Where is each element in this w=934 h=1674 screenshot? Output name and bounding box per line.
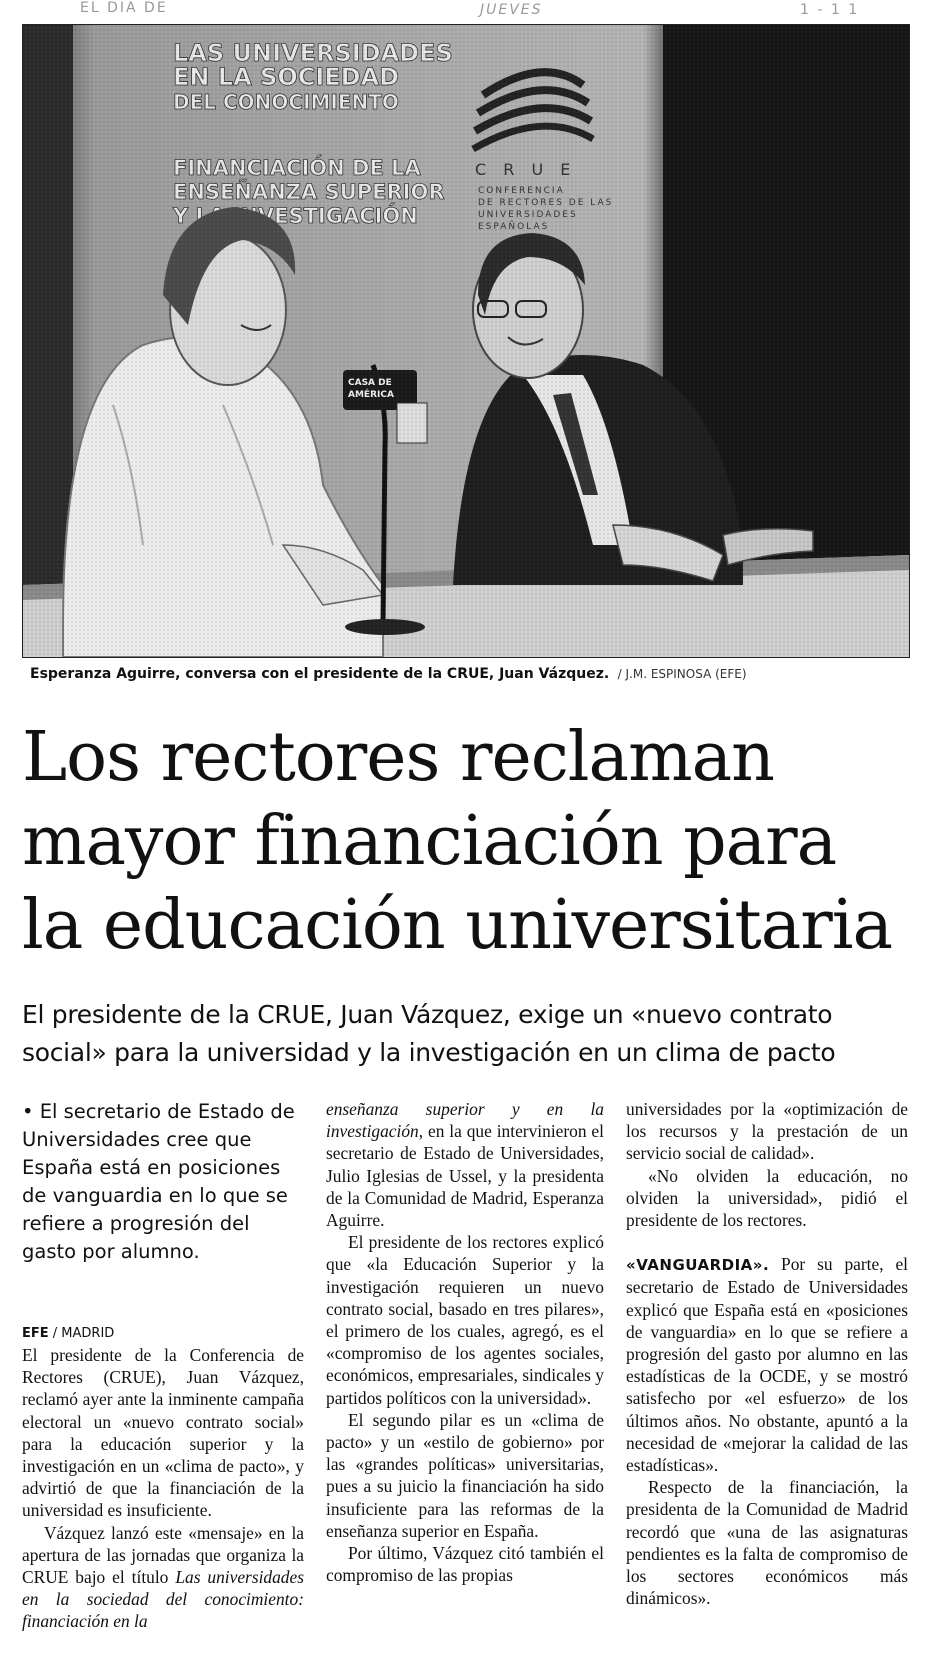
subheadline (22, 996, 912, 1072)
headline (22, 716, 912, 968)
masthead (70, 0, 870, 22)
masthead-page: 1 - 1 1 (800, 2, 860, 18)
subheadline-line-2: social» para la universidad y la investigación en un clima de pacto (22, 1038, 836, 1067)
byline-agency: EFE (22, 1326, 49, 1341)
summary-bullet: • El secretario de Estado de Universidades cree que España está en posiciones de vanguardia en lo que se refiere a progresión del gasto por alumno. (22, 1100, 295, 1263)
paragraph: El segundo pilar es un «clima de pacto» y un «estilo de gobierno» por las «grandes políticas» universitarias, pues a su juicio la financiación ha sido insuficiente para las reformas de la enseñanza superior en España. (326, 1409, 604, 1541)
headline-line-3: la educación universitaria (22, 886, 893, 965)
event-title: Las universidades en la sociedad del conocimiento: financiación en la (22, 1567, 304, 1632)
photo-illustration (23, 25, 909, 657)
headline-line-2: mayor financiación para (22, 802, 837, 881)
section-lead-in: «VANGUARDIA». (626, 1256, 770, 1275)
masthead-date: JUEVES (480, 2, 543, 18)
byline (22, 1324, 304, 1344)
paragraph: «No olviden la educación, no olviden la universidad», pidió el presidente de los rectores. (626, 1165, 908, 1231)
photo-caption (30, 666, 910, 682)
subheadline-line-1: El presidente de la CRUE, Juan Vázquez, exige un «nuevo contrato (22, 1000, 833, 1029)
paragraph: enseñanza superior y en la investigación, en la que intervinieron el secretario de Estado de Universidades, Julio Iglesias de Ussel, y la presidenta de la Comunidad de Madrid, Esperanza Aguirre. (326, 1099, 604, 1231)
paragraph: Respecto de la financiación, la presidenta de la Comunidad de Madrid recordó que «una de las asignaturas pendientes es la falta de compromiso de los sectores económicos más dinámicos». (626, 1477, 908, 1609)
masthead-left: EL DIA DE (80, 0, 168, 16)
paragraph: El presidente de la Conferencia de Rectores (CRUE), Juan Vázquez, reclamó ayer ante la inminente campaña electoral un «nuevo contrato social» para la educación superior y la investigación en un «clima de pacto», y advirtió de que la financiación de la universidad es insuficiente. (22, 1345, 304, 1521)
news-photo (22, 24, 910, 658)
paragraph: universidades por la «optimización de los recursos y la prestación de un servicio social de calidad». (626, 1099, 908, 1164)
caption-text: Esperanza Aguirre, conversa con el presidente de la CRUE, Juan Vázquez. (30, 666, 610, 682)
paragraph: Vázquez lanzó este «mensaje» en la apertura de las jornadas que organiza la CRUE bajo el título Las universidades en la sociedad del conocimiento: financiación en la (22, 1522, 304, 1632)
article-column-2 (326, 1098, 604, 1586)
paragraph: Por último, Vázquez citó también el compromiso de las propias (326, 1543, 604, 1586)
article-column-1 (22, 1098, 304, 1633)
byline-place: / MADRID (52, 1326, 115, 1341)
event-title-continued: enseñanza superior y en la investigación (326, 1099, 604, 1142)
paragraph: El presidente de los rectores explicó que «la Educación Superior y la investigación requieren un nuevo contrato social, basado en tres pilares», el primero de los cuales, agregó, es el «compromiso de los agentes sociales, económicos, empresariales, sindicales y partidos políticos con la universidad». (326, 1232, 604, 1408)
headline-line-1: Los rectores reclaman (22, 718, 774, 797)
paragraph: «VANGUARDIA». Por su parte, el secretario de Estado de Universidades explicó que España está en «posiciones de vanguardia» en lo que se refiere a progresión del gasto por alumno en las estadísticas de la OCDE, y se mostró satisfecho por «el esfuerzo» de los últimos años. No obstante, apuntó a la necesidad de «mejorar la calidad de las estadísticas». (626, 1254, 908, 1476)
article-column-3 (626, 1098, 908, 1609)
photo-credit: / J.M. ESPINOSA (EFE) (617, 667, 747, 681)
